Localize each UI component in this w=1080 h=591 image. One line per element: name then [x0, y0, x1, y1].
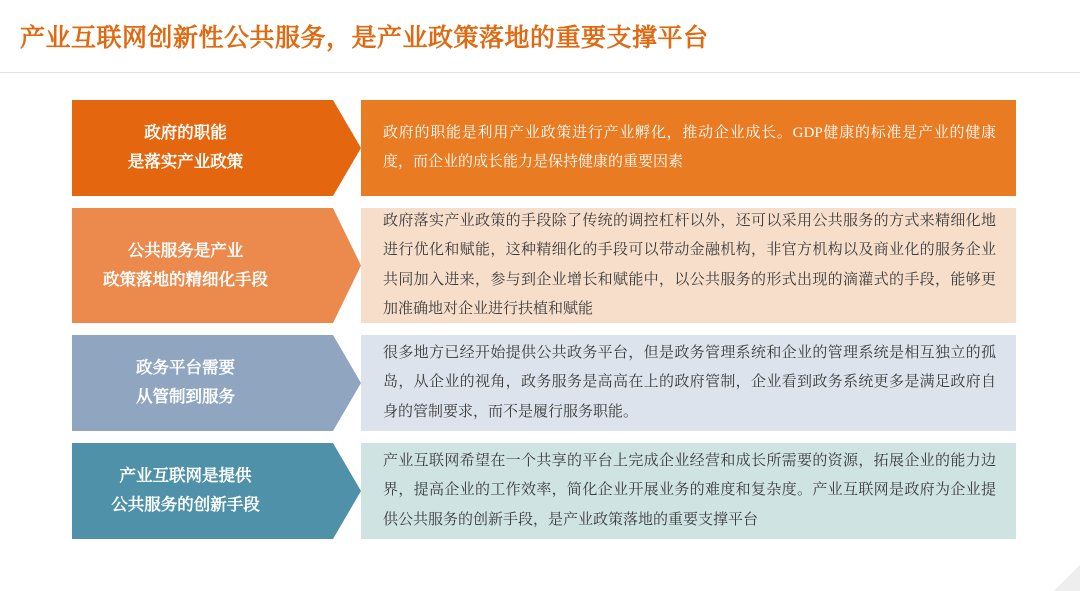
title-divider	[0, 72, 1080, 73]
page-corner-fold	[1054, 565, 1080, 591]
arrow-icon	[299, 335, 361, 431]
content-rows	[72, 100, 1016, 551]
row-label-line1: 政务平台需要	[136, 358, 235, 378]
row-label-line2: 公共服务的创新手段	[111, 495, 260, 514]
row-label	[72, 100, 299, 196]
row-body: 政府的职能是利用产业政策进行产业孵化，推动企业成长。GDP健康的标准是产业的健康度，而企业的成长能力是保持健康的重要因素	[361, 100, 1016, 196]
page-title: 产业互联网创新性公共服务，是产业政策落地的重要支撑平台	[20, 24, 709, 52]
arrow-icon	[299, 100, 361, 196]
row-label	[72, 335, 299, 431]
arrow-icon	[299, 443, 361, 539]
arrow-icon	[299, 208, 361, 323]
content-row	[72, 443, 1016, 539]
content-row	[72, 335, 1016, 431]
row-label	[72, 443, 299, 539]
row-label-line2: 从管制到服务	[136, 387, 235, 406]
row-label-line2: 是落实产业政策	[127, 152, 244, 171]
row-body: 政府落实产业政策的手段除了传统的调控杠杆以外，还可以采用公共服务的方式来精细化地进行优化和赋能，这种精细化的手段可以带动金融机构，非官方机构以及商业化的服务企业共同加入进来，参与到企业增长和赋能中，以公共服务的形式出现的滴灌式的手段，能够更加准确地对企业进行扶植和赋能	[361, 208, 1016, 323]
row-body: 很多地方已经开始提供公共政务平台，但是政务管理系统和企业的管理系统是相互独立的孤岛，从企业的视角，政务服务是高高在上的政府管制，企业看到政务系统更多是满足政府自身的管制要求，而不是履行服务职能。	[361, 335, 1016, 431]
row-label-line1: 产业互联网是提供	[119, 466, 252, 486]
row-label-line1: 政府的职能	[144, 123, 227, 143]
row-label	[72, 208, 299, 323]
content-row	[72, 100, 1016, 196]
row-label-line2: 政策落地的精细化手段	[103, 269, 268, 289]
row-body: 产业互联网希望在一个共享的平台上完成企业经营和成长所需要的资源，拓展企业的能力边界，提高企业的工作效率，简化企业开展业务的难度和复杂度。产业互联网是政府为企业提供公共服务的创新手段，是产业政策落地的重要支撑平台	[361, 443, 1016, 539]
content-row	[72, 208, 1016, 323]
row-label-line1: 公共服务是产业	[127, 240, 244, 260]
